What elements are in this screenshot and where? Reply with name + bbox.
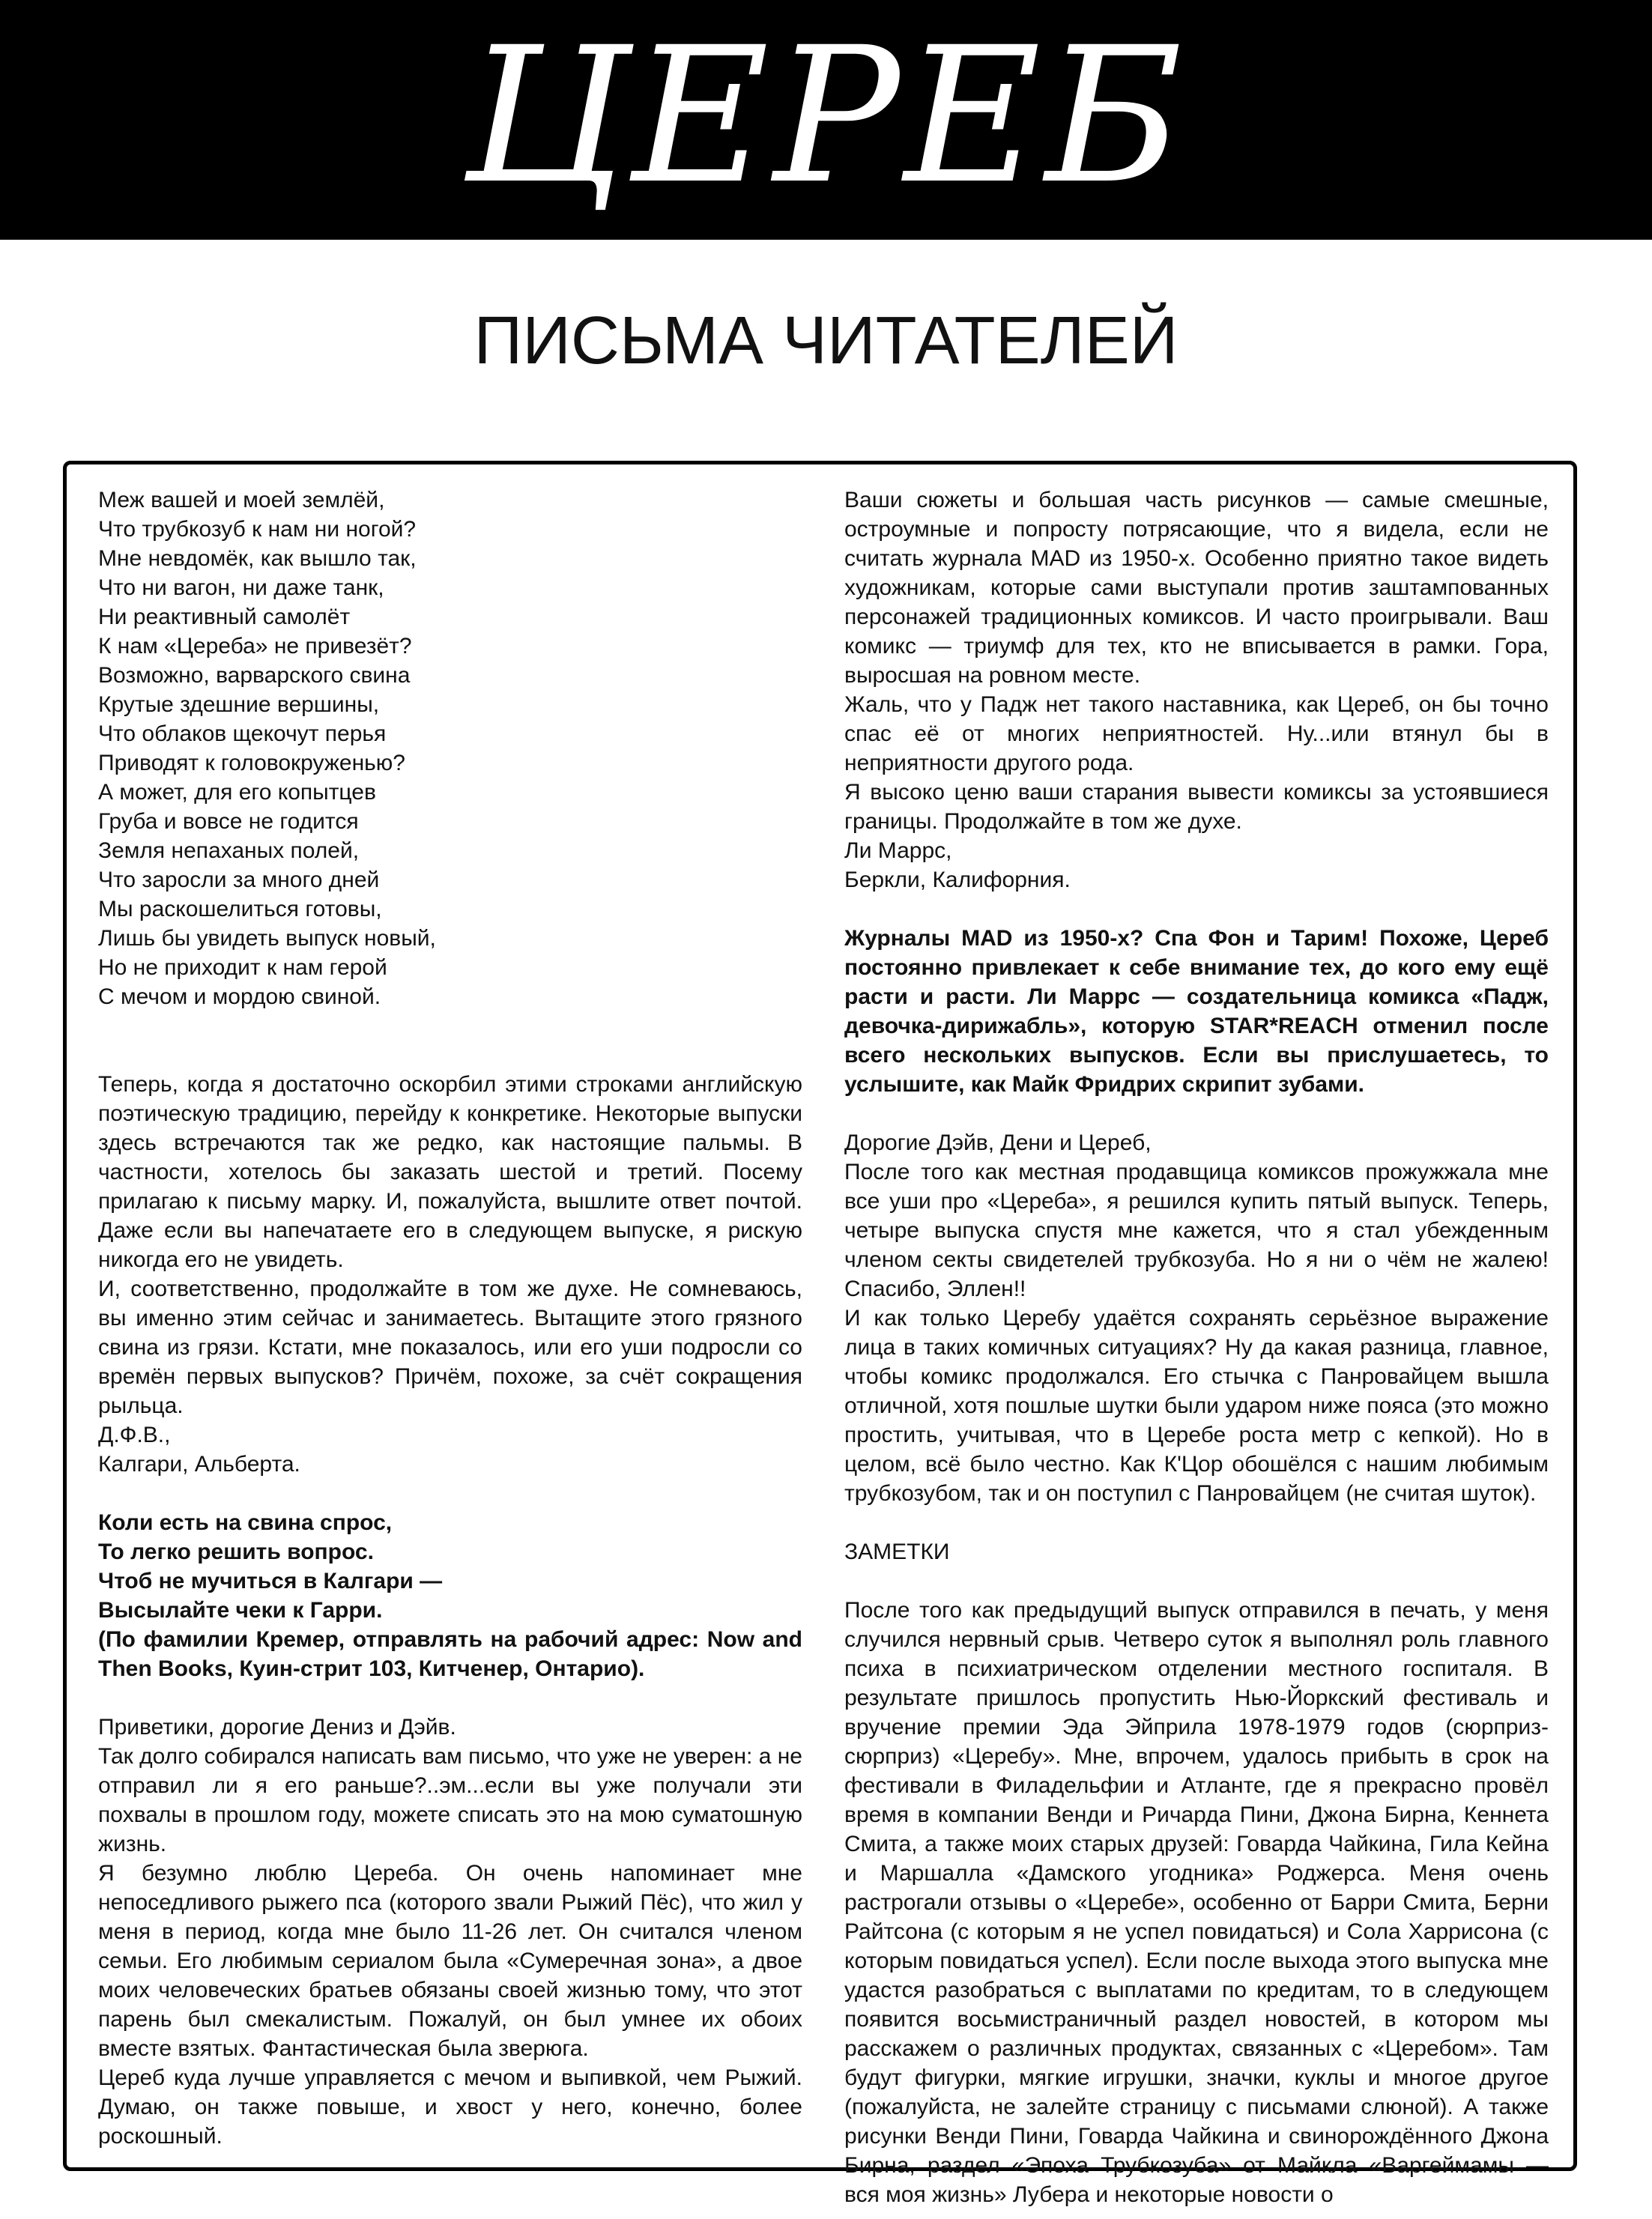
editor-reply bbox=[98, 1508, 802, 1683]
letter-paragraph: И, соответственно, продолжайте в том же духе. Не сомневаюсь, вы именно этим сейчас и занимаетесь. Вытащите этого грязного свина из грязи. Кстати, мне показалось, или его уши подросли со времён первых выпусков? Причём, похоже, за счёт сокращения рыльца. bbox=[98, 1277, 802, 1418]
poem-line: Лишь бы увидеть выпуск новый, bbox=[98, 926, 436, 951]
letter-paragraph: Цереб куда лучше управляется с мечом и выпивкой, чем Рыжий. Думаю, он также повыше, и хвост у него, конечно, более роскошный. bbox=[98, 2065, 802, 2149]
letter-signature: Ли Маррс, bbox=[844, 838, 952, 863]
page-title: ПИСЬМА ЧИТАТЕЛЕЙ bbox=[473, 303, 1179, 378]
letter-signature: Д.Ф.В., bbox=[98, 1423, 171, 1447]
notes-paragraph: После того как предыдущий выпуск отправился в печать, у меня случился нервный срыв. Четверо суток я выполнял роль главного психа в психиатрическом отделении местного госпиталя. В результате пришлось пропустить Нью-Йоркский фестиваль и вручение премии Эда Эйприла 1978-1979 годов (сюрприз-сюрприз) «Церебу». Мне, впрочем, удалось прибыть в срок на фестивали в Филадельфии и Атланте, где я прекрасно провёл время в компании Венди и Ричарда Пини, Джона Бирна, Кеннета Смита, а также моих старых друзей: Говарда Чайкина, Гила Кейна и Маршалла «Дамского угодника» Роджерса. Меня очень растрогали отзывы о «Церебе», особенно от Барри Смита, Берни Райтсона (с которым я не успел повидаться) и Сола Харрисона (с которым повидаться успел). Если после выхода этого выпуска мне удастся разобраться с выплатами по кредитам, то в следующем появится восьмистраничный раздел новостей, в котором мы расскажем о различных продуктах, связанных с «Церебом». Там будут фигурки, мягкие игрушки, значки, куклы и многое другое (пожалуйста, не залейте страницу с письмами слюной). А также рисунки Венди Пини, Говарда Чайкина и свинорождённого Джона Бирна, раздел «Эпоха Трубкозуба» от Майкла «Варгеймамы — вся моя жизнь» Лубера и некоторые новости о bbox=[844, 1598, 1549, 2207]
letter-paragraph: После того как местная продавщица комиксов прожужжала мне все уши про «Цереба», я решился купить пятый выпуск. Теперь, четыре выпуска спустя мне кажется, что я стал убежденным членом секты свидетелей трубкозуба. Но я ни о чём не жалею! Спасибо, Эллен!! bbox=[844, 1160, 1549, 1301]
letter-greeting: Приветики, дорогие Дениз и Дэйв. bbox=[98, 1715, 456, 1740]
poem-line: А может, для его копытцев bbox=[98, 780, 376, 805]
letter-paragraph: Теперь, когда я достаточно оскорбил этими строками английскую поэтическую традицию, перейду к конкретике. Некоторые выпуски здесь встречаются так же редко, как настоящие пальмы. В частности, хотелось бы заказать шестой и третий. Посему прилагаю к письму марку. И, пожалуйста, вышлите ответ почтой. Даже если вы напечатаете его в следующем выпуске, я рискую никогда его не увидеть. bbox=[98, 1072, 802, 1272]
poem-line: Возможно, варварского свина bbox=[98, 663, 411, 688]
reply-line: То легко решить вопрос. bbox=[98, 1540, 374, 1564]
poem-line: С мечом и мордою свиной. bbox=[98, 984, 381, 1009]
notes-heading: ЗАМЕТКИ bbox=[844, 1540, 950, 1564]
poem-line: Что облаков щекочут перья bbox=[98, 721, 387, 746]
reply-line: Коли есть на свина спрос, bbox=[98, 1510, 393, 1535]
poem-line: Что заросли за много дней bbox=[98, 868, 380, 892]
reply-line: Высылайте чеки к Гарри. bbox=[98, 1598, 383, 1623]
letter-paragraph: Я высоко ценю ваши старания вывести комиксы за устоявшиеся границы. Продолжайте в том же духе. bbox=[844, 780, 1549, 834]
poem-line: Мне невдомёк, как вышло так, bbox=[98, 546, 417, 571]
poem-line: Но не приходит к нам герой bbox=[98, 955, 387, 980]
poem-line: Приводят к головокруженью? bbox=[98, 751, 405, 775]
poem-line: Мы раскошелиться готовы, bbox=[98, 897, 382, 921]
letter-signature: Беркли, Калифорния. bbox=[844, 868, 1071, 892]
left-column bbox=[98, 485, 802, 2151]
letter-paragraph: Жаль, что у Падж нет такого наставника, как Цереб, он бы точно спас её от многих неприятностей. Ну...или втянул бы в неприятности другого рода. bbox=[844, 692, 1549, 775]
poem-line: Ни реактивный самолёт bbox=[98, 605, 351, 629]
letter-paragraph: Я безумно люблю Цереба. Он очень напоминает мне непоседливого рыжего пса (которого звали Рыжий Пёс), что жил у меня в период, когда мне было 11-26 лет. Он считался членом семьи. Его любимым сериалом была «Сумеречная зона», а двое моих человеческих братьев обязаны своей жизнью тому, что этот парень был смекалистым. Пожалуй, он был умнее их обоих вместе взятых. Фантастическая была зверюга. bbox=[98, 1861, 802, 2061]
reply-line: Чтоб не мучиться в Калгари — bbox=[98, 1569, 443, 1593]
poem-line: Что трубкозуб к нам ни ногой? bbox=[98, 517, 417, 542]
letter-signature: Калгари, Альберта. bbox=[98, 1452, 300, 1477]
poem-line: Крутые здешние вершины, bbox=[98, 692, 380, 717]
poem-line: К нам «Цереба» не привезёт? bbox=[98, 634, 412, 659]
poem-line: Меж вашей и моей землёй, bbox=[98, 488, 385, 512]
poem-line: Груба и вовсе не годится bbox=[98, 809, 359, 834]
reply-note: (По фамилии Кремер, отправлять на рабочий адрес: Now and Then Books, Куин-стрит 103, Китченер, Онтарио). bbox=[98, 1627, 802, 1681]
letter-paragraph: Ваши сюжеты и большая часть рисунков — самые смешные, остроумные и попросту потрясающие, что я видела, если не считать журнала MAD из 1950-х. Особенно приятно такое видеть художникам, которые сами выступали против заштампованных персонажей традиционных комиксов. И часто проигрывали. Ваш комикс — триумф для тех, кто не вписывается в рамки. Гора, выросшая на ровном месте. bbox=[844, 488, 1549, 688]
letter-paragraph: Так долго собирался написать вам письмо, что уже не уверен: а не отправил ли я его раньше?..эм...если вы уже получали эти похвалы в прошлом году, можете списать это на мою суматошную жизнь. bbox=[98, 1744, 802, 1856]
right-column bbox=[844, 485, 1549, 2209]
logo: ЦЕРЕБ bbox=[465, 7, 1187, 225]
editor-reply: Журналы MAD из 1950-х? Спа Фон и Тарим! Похоже, Цереб постоянно привлекает к себе внимание тех, до кого ему ещё расти и расти. Ли Маррс — создательница комикса «Падж, девочка-дирижабль», которую STAR*REACH отменил после всего нескольких выпусков. Если вы прислушаетесь, то услышите, как Майк Фридрих скрипит зубами. bbox=[844, 926, 1549, 1097]
poem-line: Земля непаханых полей, bbox=[98, 838, 360, 863]
poem-line: Что ни вагон, ни даже танк, bbox=[98, 575, 384, 600]
letter-greeting: Дорогие Дэйв, Дени и Цереб, bbox=[844, 1130, 1152, 1155]
poem bbox=[98, 485, 802, 1011]
header-banner bbox=[0, 0, 1652, 240]
letter-paragraph: И как только Церебу удаётся сохранять серьёзное выражение лица в таких комичных ситуациях? Ну да какая разница, главное, чтобы комикс продолжался. Его стычка с Панровайцем вышла отличной, хотя пошлые шутки были ударом ниже пояса (это можно простить, учитывая, что в Церебе роста метр с кепкой). Но в целом, всё было честно. Как К'Цор обошёлся с нашим любимым трубкозубом, так и он поступил с Панровайцем (не считая шуток). bbox=[844, 1306, 1549, 1506]
